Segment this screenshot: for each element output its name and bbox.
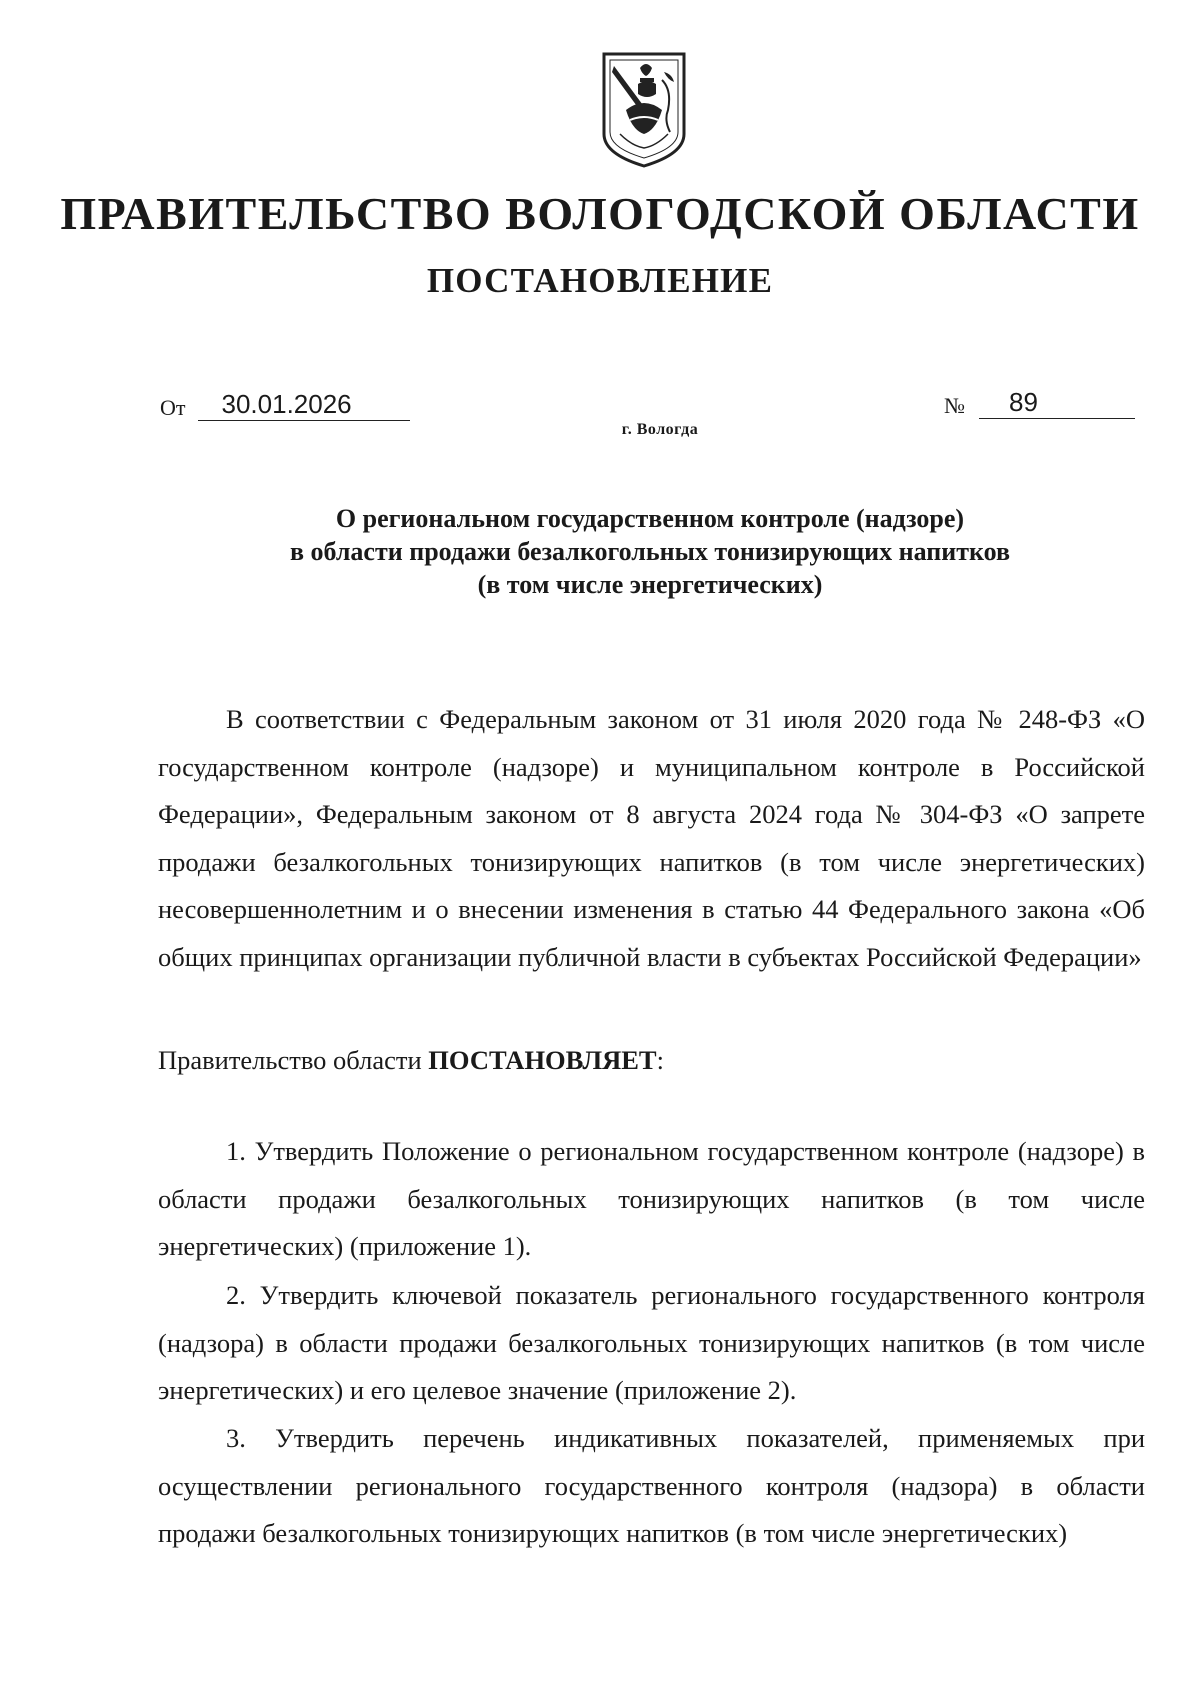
clause-2: 2. Утвердить ключевой показатель регионального государственного контроля (надзора) в области продажи безалкогольных тонизирующих напитков (в том числе энергетических) и его целевое значение (приложение 2).: [158, 1280, 1145, 1405]
document-subject: [150, 502, 1150, 601]
org-title: ПРАВИТЕЛЬСТВО ВОЛОГОДСКОЙ ОБЛАСТИ: [60, 188, 1140, 239]
number-field: [944, 386, 1135, 419]
resolution-suffix: :: [656, 1045, 664, 1075]
resolution-keyword: ПОСТАНОВЛЯЕТ: [428, 1045, 657, 1075]
clause-1: 1. Утвердить Положение о региональном государственном контроле (надзоре) в области продажи безалкогольных тонизирующих напитков (в том числе энергетических) (приложение 1).: [158, 1136, 1145, 1261]
number-value: 89: [979, 386, 1135, 419]
resolution-line: [158, 1037, 1145, 1085]
date-value: 30.01.2026: [198, 388, 410, 421]
number-prefix: №: [944, 393, 965, 418]
subject-line-1: О региональном государственном контроле (надзоре): [335, 504, 965, 533]
city: г. Вологда: [621, 421, 699, 438]
coat-of-arms-icon: [600, 50, 688, 168]
date-field: [160, 388, 410, 421]
resolution-prefix: Правительство области: [158, 1045, 429, 1075]
clause-3: 3. Утвердить перечень индикативных показателей, применяемых при осуществлении регионального государственного контроля (надзора) в области продажи безалкогольных тонизирующих напитков (в том числе энергетических): [158, 1423, 1145, 1548]
subject-line-2: в области продажи безалкогольных тонизирующих напитков: [289, 537, 1011, 566]
subject-line-3: (в том числе энергетических): [477, 570, 823, 599]
date-prefix: От: [160, 395, 186, 420]
preamble-paragraph: В соответствии с Федеральным законом от 31 июля 2020 года № 248-ФЗ «О государственном контроле (надзоре) и муниципальном контроле в Российской Федерации», Федеральным законом от 8 августа 2024 года № 304-ФЗ «О запрете продажи безалкогольных тонизирующих напитков (в том числе энергетических) несовершеннолетним и о внесении изменения в статью 44 Федерального закона «Об общих принципах организации публичной власти в субъектах Российской Федерации»: [158, 704, 1145, 972]
document-type: ПОСТАНОВЛЕНИЕ: [426, 261, 774, 300]
